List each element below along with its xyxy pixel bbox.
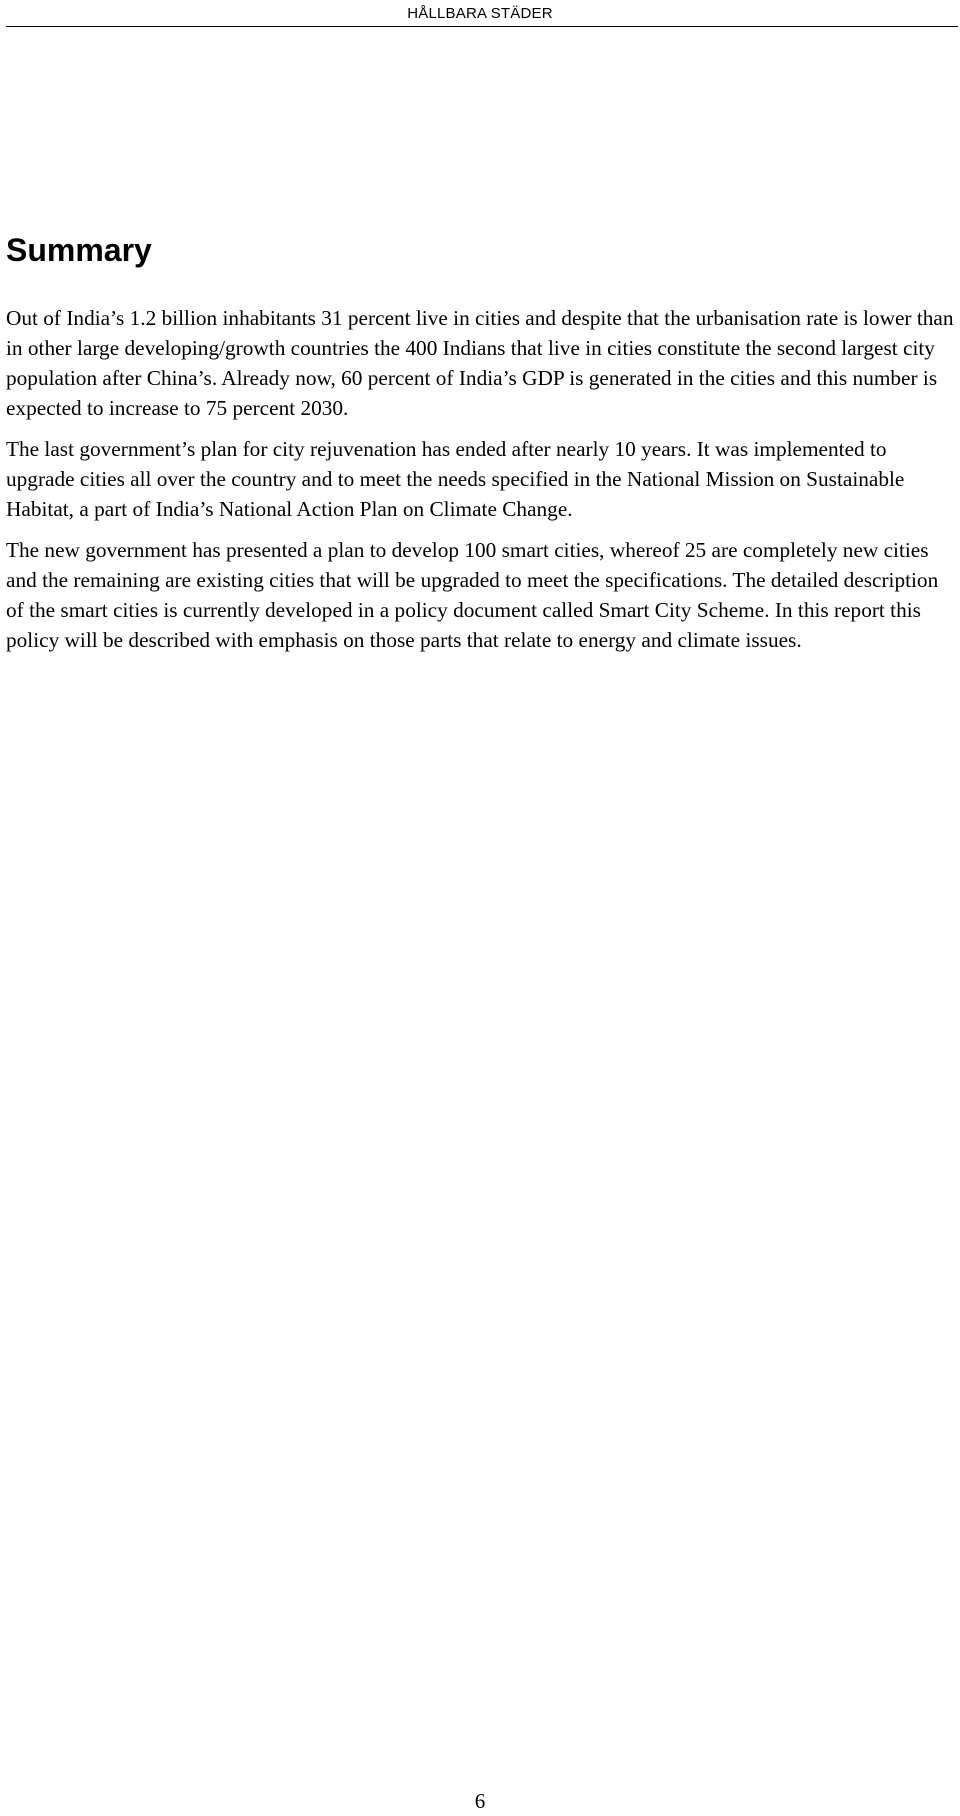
paragraph-urbanisation: Out of India’s 1.2 billion inhabitants 31 percent live in cities and despite that the urbanisation rate is lower than in other large developing/growth countries the 400 Indians that live in cities constitute the second largest city population after China’s. Already now, 60 percent of India’s GDP is generated in the cities and this number is expected to increase to 75 percent 2030. xyxy=(6,306,954,420)
page-number: 6 xyxy=(474,1789,486,1813)
page-title: Summary xyxy=(6,232,152,268)
running-header: HÅLLBARA STÄDER xyxy=(407,5,553,22)
header-divider xyxy=(6,26,958,27)
paragraph-city-rejuvenation: The last government’s plan for city rejuvenation has ended after nearly 10 years. It was implemented to upgrade cities all over the country and to meet the needs specified in the National Mission on Sustainable Habitat, a part of India’s National Action Plan on Climate Change. xyxy=(6,437,905,521)
summary-body xyxy=(6,303,956,666)
paragraph-smart-cities: The new government has presented a plan to develop 100 smart cities, whereof 25 are completely new cities and the remaining are existing cities that will be upgraded to meet the specifications. The detailed description of the smart cities is currently developed in a policy document called Smart City Scheme. In this report this policy will be described with emphasis on those parts that relate to energy and climate issues. xyxy=(6,538,939,652)
